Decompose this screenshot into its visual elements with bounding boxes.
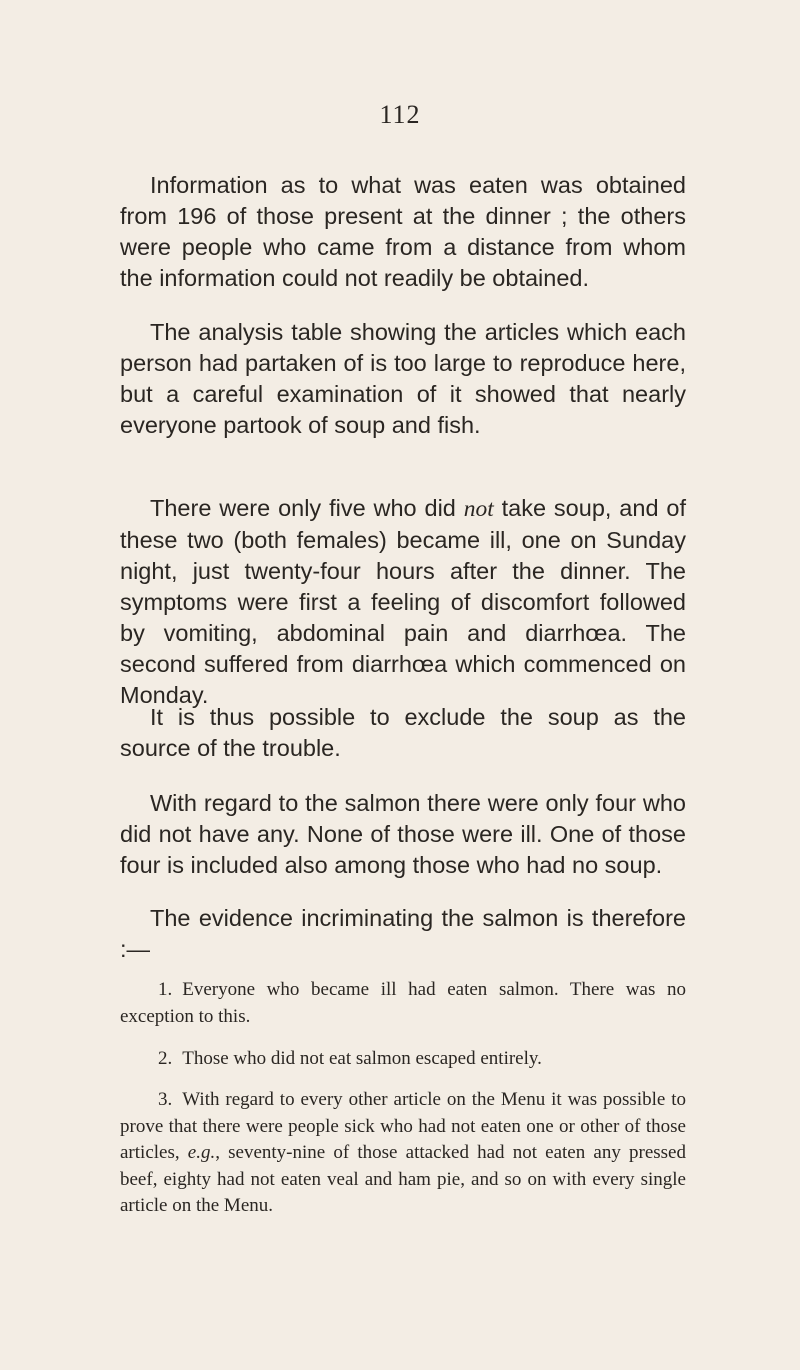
paragraph: Information as to what was eaten was obtained from 196 of those present at the dinner ; the others were people who came from a distance from whom the information could not readily be obtained. [120,172,686,291]
list-text: , seventy-nine of those attacked had not eaten any pressed beef, eighty had not eaten veal and ham pie, and so on with every single article on the Menu. [120,1142,686,1216]
list-item [120,977,686,1030]
paragraph-text: take soup, and of these two (both females) became ill, one on Sunday night, just twenty-four hours after the dinner. The symptoms were first a feeling of discomfort followed by vomiting, abdominal pain and diarrhœa. The second suffered from diarrhœa which commenced on Monday. [120,495,686,708]
list-text: With regard to every other article on the Menu it was possible to prove that there were people sick who had not eaten one or other of those articles, [120,1089,686,1163]
list-number: 3. [158,1089,173,1110]
list-text: Everyone who became ill had eaten salmon. There was no exception to this. [120,979,686,1027]
emphasis-text: e.g. [187,1142,216,1163]
list-number: 1. [158,979,173,1000]
paragraph-text: There were only five who did [150,495,464,521]
page-number: 112 [379,100,421,129]
emphasis-text: not [463,496,494,522]
paragraph: The evidence incriminating the salmon is therefore :— [120,905,686,962]
paragraph: With regard to the salmon there were only four who did not have any. None of those were ill. One of those four is included also among those who had no soup. [120,790,686,878]
list-item [120,1046,686,1073]
list-number: 2. [158,1048,173,1069]
list-text: Those who did not eat salmon escaped entirely. [182,1048,542,1069]
paragraph: The analysis table showing the articles which each person had partaken of is too large to reproduce here, but a careful examination of it showed that nearly everyone partook of soup and fish. [120,319,686,438]
paragraph [120,493,686,711]
paragraph: It is thus possible to exclude the soup as the source of the trouble. [120,704,686,761]
list-item [120,1087,686,1220]
